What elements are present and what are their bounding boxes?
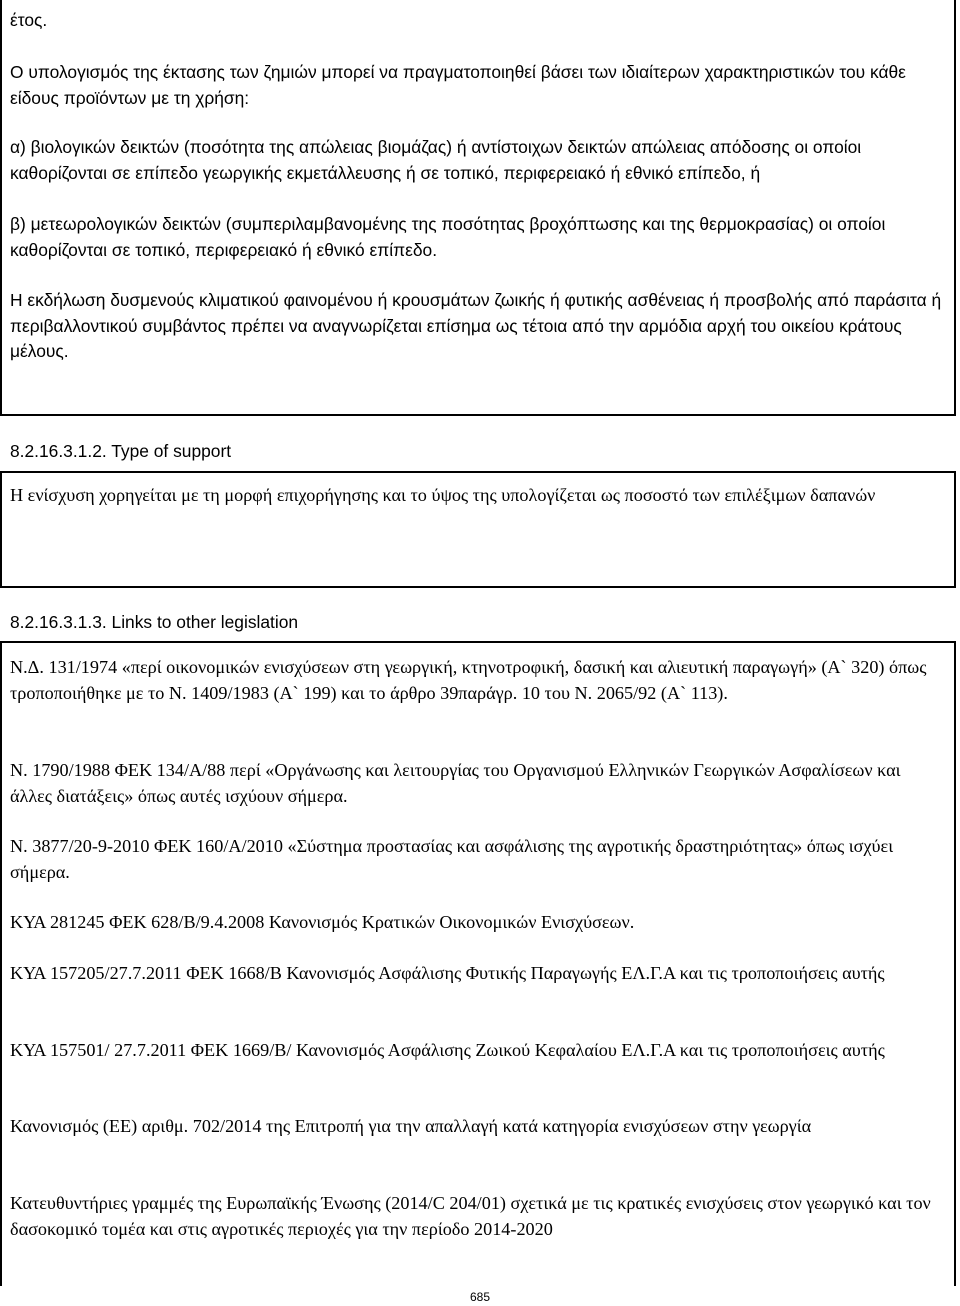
legislation-item: ΚΥΑ 157501/ 27.7.2011 ΦΕΚ 1669/Β/ Κανονισμός Ασφάλισης Ζωικού Κεφαλαίου ΕΛ.Γ.Α και τις τροποποιήσεις αυτής (10, 1040, 885, 1060)
official-recognition-paragraph: Η εκδήλωση δυσμενούς κλιματικού φαινομένου ή κρουσμάτων ζωικής ή φυτικής ασθένειας ή προσβολής από παράσιτα ή περιβαλλοντικού συμβάντος πρέπει να αναγνωρίζεται επίσημα ως τέτοια από την αρμόδια αρχή του οικείου κράτους μέλους. (10, 290, 942, 361)
legislation-item: ΚΥΑ 157205/27.7.2011 ΦΕΚ 1668/Β Κανονισμός Ασφάλισης Φυτικής Παραγωγής ΕΛ.Γ.Α και τις τροποποιήσεις αυτής (10, 963, 885, 983)
continued-text: έτος. (10, 10, 48, 30)
legislation-item: Ν. 3877/20-9-2010 ΦΕΚ 160/Α/2010 «Σύστημα προστασίας και ασφάλισης της αγροτικής δραστηριότητας» όπως ισχύει σήμερα. (10, 836, 894, 882)
page-number: 685 (469, 1290, 491, 1304)
section-heading-links-legislation: 8.2.16.3.1.3. Links to other legislation (10, 612, 299, 632)
legislation-item: Ν. 1790/1988 ΦΕΚ 134/Α/88 περί «Οργάνωσης και λειτουργίας του Οργανισμού Ελληνικών Γεωργικών Ασφαλίσεων και άλλες διατάξεις» όπως αυτές ισχύουν σήμερα. (10, 760, 901, 806)
legislation-item: Ν.Δ. 131/1974 «περί οικονομικών ενισχύσεων στη γεωργική, κτηνοτροφική, δασική και αλιευτική παραγωγή» (Α` 320) όπως τροποποιήθηκε με το Ν. 1409/1983 (Α` 199) και το άρθρο 39παράγρ. 10 του Ν. 2065/92 (Α` 113). (10, 657, 927, 703)
legislation-item: ΚΥΑ 281245 ΦΕΚ 628/Β/9.4.2008 Κανονισμός Κρατικών Οικονομικών Ενισχύσεων. (10, 912, 635, 932)
legislation-item: Κατευθυντήριες γραμμές της Ευρωπαϊκής Ένωσης (2014/C 204/01) σχετικά με τις κρατικές ενισχύσεις στον γεωργικό και τον δασοκομικό τομέα και στις αγροτικές περιοχές για την περίοδο 2014-2020 (10, 1193, 931, 1239)
damage-calculation-paragraph: Ο υπολογισμός της έκτασης των ζημιών μπορεί να πραγματοποιηθεί βάσει των ιδιαίτερων χαρακτηριστικών του κάθε είδους προϊόντων με τη χρήση: (10, 62, 906, 108)
biological-indicators-paragraph: α) βιολογικών δεικτών (ποσότητα της απώλειας βιομάζας) ή αντίστοιχων δεικτών απώλειας απόδοσης οι οποίοι καθορίζονται σε επίπεδο γεωργικής εκμετάλλευσης ή σε τοπικό, περιφερειακό ή εθνικό επίπεδο, ή (10, 137, 862, 183)
type-of-support-text: Η ενίσχυση χορηγείται με τη μορφή επιχορήγησης και το ύψος της υπολογίζεται ως ποσοστό των επιλέξιμων δαπανών (10, 485, 876, 505)
legislation-item: Κανονισμός (ΕΕ) αριθμ. 702/2014 της Επιτροπή για την απαλλαγή κατά κατηγορία ενισχύσεων στην γεωργία (10, 1116, 812, 1136)
section-heading-type-of-support: 8.2.16.3.1.2. Type of support (10, 441, 232, 461)
meteorological-indicators-paragraph: β) μετεωρολογικών δεικτών (συμπεριλαμβανομένης της ποσότητας βροχόπτωσης και της θερμοκρασίας) οι οποίοι καθορίζονται σε τοπικό, περιφερειακό ή εθνικό επίπεδο. (10, 214, 886, 260)
